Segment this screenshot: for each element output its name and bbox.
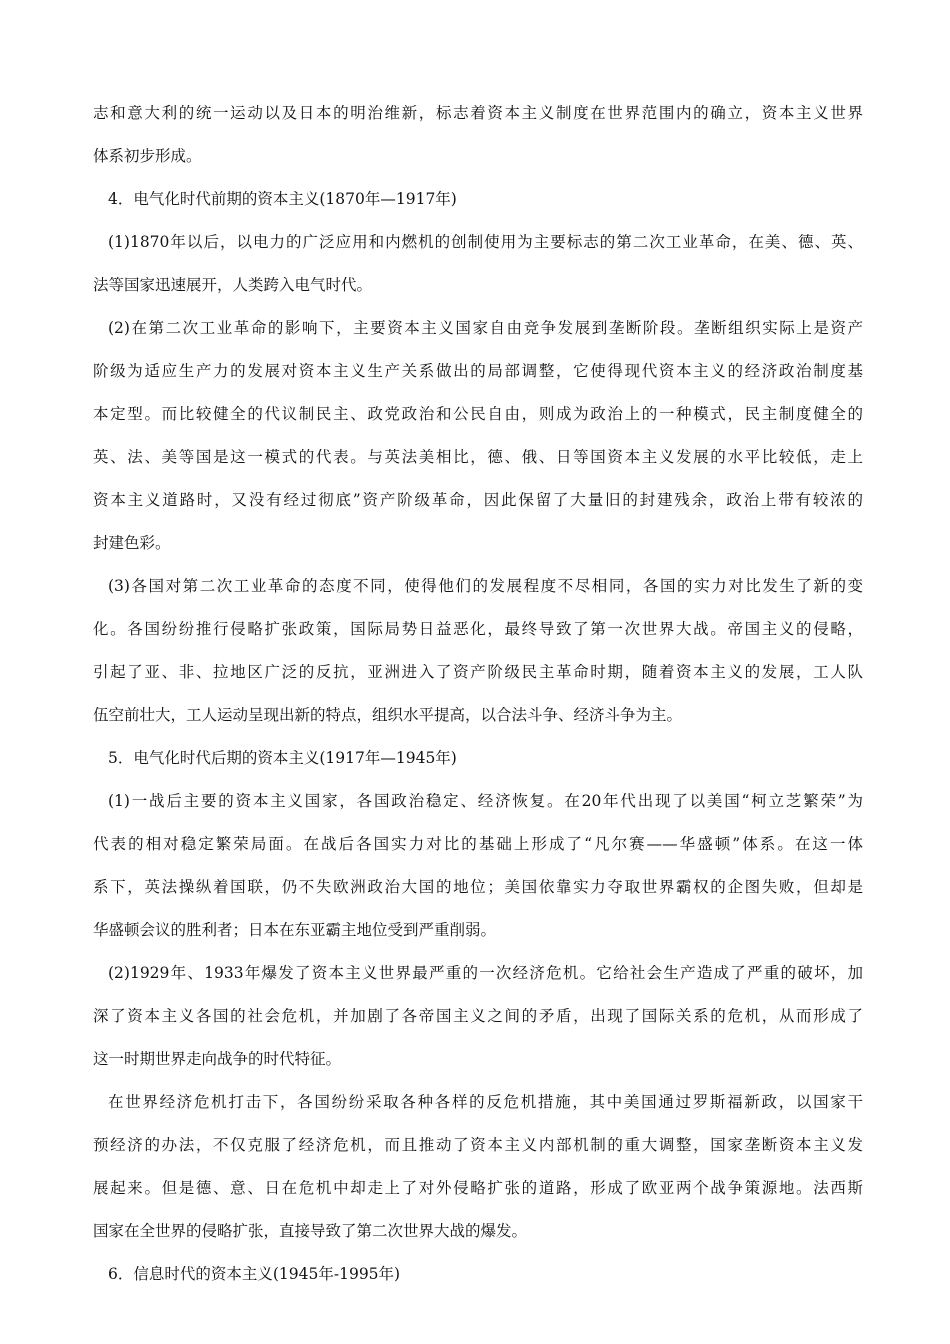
text-line: (1)一战后主要的资本主义国家，各国政治稳定、经济恢复。在20年代出现了以美国“柯立芝繁荣”为	[108, 792, 863, 810]
text-line: 这一时期世界走向战争的时代特征。	[93, 1050, 342, 1068]
document-page	[93, 92, 863, 1296]
text-line: 阶级为适应生产力的发展对资本主义生产关系做出的局部调整，它使得现代资本主义的经济政治制度基	[93, 362, 863, 380]
text-line: 5．电气化时代后期的资本主义(1917年—1945年)	[108, 749, 457, 767]
text-line: (2)1929年、1933年爆发了资本主义世界最严重的一次经济危机。它给社会生产造成了严重的破坏，加	[108, 964, 863, 982]
text-line: 伍空前壮大，工人运动呈现出新的特点，组织水平提高，以合法斗争、经济斗争为主。	[93, 706, 683, 724]
text-line: 在世界经济危机打击下，各国纷纷采取各种各样的反危机措施，其中美国通过罗斯福新政，以国家干	[108, 1093, 863, 1111]
text-line: 代表的相对稳定繁荣局面。在战后各国实力对比的基础上形成了“凡尔赛——华盛顿”体系。在这一体	[93, 835, 863, 853]
text-line: 展起来。但是德、意、日在危机中却走上了对外侵略扩张的道路，形成了欧亚两个战争策源地。法西斯	[93, 1179, 863, 1197]
text-line: 资本主义道路时，又没有经过彻底”资产阶级革命，因此保留了大量旧的封建残余，政治上带有较浓的	[93, 491, 863, 509]
text-line: 引起了亚、非、拉地区广泛的反抗，亚洲进入了资产阶级民主革命时期，随着资本主义的发展，工人队	[93, 663, 863, 681]
text-line: (3)各国对第二次工业革命的态度不同，使得他们的发展程度不尽相同，各国的实力对比发生了新的变	[108, 577, 863, 595]
text-line: (1)1870年以后，以电力的广泛应用和内燃机的创制使用为主要标志的第二次工业革命，在美、德、英、	[108, 233, 863, 251]
text-line: 体系初步形成。	[93, 147, 202, 165]
text-line: 深了资本主义各国的社会危机，并加剧了各帝国主义之间的矛盾，出现了国际关系的危机，从而形成了	[93, 1007, 863, 1025]
text-line: 化。各国纷纷推行侵略扩张政策，国际局势日益恶化，最终导致了第一次世界大战。帝国主义的侵略，	[93, 620, 863, 638]
text-line: 6．信息时代的资本主义(1945年-1995年)	[108, 1265, 401, 1283]
text-line: 国家在全世界的侵略扩张，直接导致了第二次世界大战的爆发。	[93, 1222, 528, 1240]
text-line: 英、法、美等国是这一模式的代表。与英法美相比，德、俄、日等国资本主义发展的水平比较低，走上	[93, 448, 863, 466]
text-line: 志和意大利的统一运动以及日本的明治维新，标志着资本主义制度在世界范围内的确立，资本主义世界	[93, 104, 863, 122]
text-line: 法等国家迅速展开，人类跨入电气时代。	[93, 276, 373, 294]
text-line: 系下，英法操纵着国联，仍不失欧洲政治大国的地位；美国依靠实力夺取世界霸权的企图失败，但却是	[93, 878, 863, 896]
text-line: 封建色彩。	[93, 534, 171, 552]
text-line: 华盛顿会议的胜利者；日本在东亚霸主地位受到严重削弱。	[93, 921, 497, 939]
text-line: 4．电气化时代前期的资本主义(1870年—1917年)	[108, 190, 457, 208]
text-line: (2)在第二次工业革命的影响下，主要资本主义国家自由竞争发展到垄断阶段。垄断组织实际上是资产	[108, 319, 863, 337]
text-line: 预经济的办法，不仅克服了经济危机，而且推动了资本主义内部机制的重大调整，国家垄断资本主义发	[93, 1136, 863, 1154]
text-line: 本定型。而比较健全的代议制民主、政党政治和公民自由，则成为政治上的一种模式，民主制度健全的	[93, 405, 863, 423]
